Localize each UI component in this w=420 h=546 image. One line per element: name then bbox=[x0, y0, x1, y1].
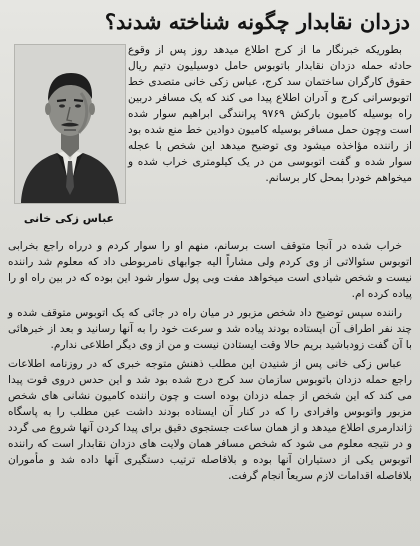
article-lead bbox=[128, 42, 412, 186]
portrait-image bbox=[15, 45, 125, 203]
article-paragraph-3: راننده سپس توضیح داد شخص مزبور در میان راه در جائی که یک اتوبوس متوقف شده و چند نفر اطراف آن ایستاده بودند پیاده شد و سرعت خود را به آنها رسانید و بعد از خبرهائی با آن گفت زودباشید بریم حالا وقت ایستادن نیست و من از وی دیگر اطلاعی ندارم. bbox=[8, 307, 412, 351]
portrait-photo bbox=[14, 44, 126, 204]
photo-block bbox=[10, 44, 128, 234]
article-paragraph-1: بطوریکه خبرنگار ما از کرج اطلاع میدهد روز پس از وقوع حادثه حمله دزدان نقابدار باتوبوس حامل دوسیلیون دتیم ریال حقوق کارگران ساختمان سد کرج، عباس زکی خانی متصدی خط اتوبوسرانی کرج و آدران اطلاع پیدا می کند که یک مسافر دربین راه بوسیله کامیون بارکش ۹۷۶۹ پرانندگی ابراهیم سوار شده است وچون حمل مسافر بوسیله کامیون دوادین خط منع شده بود از راننده مؤاخذه میشود وی توضیح میدهد این شخص با عجله سوار شده و گفت اتوبوسی من در یک کیلومتری خراب شده و میخواهم خودرا بمحل کار برسانم. bbox=[128, 44, 412, 184]
article-paragraph-2: خراب شده در آنجا متوقف است برسانم، منهم او را سوار کردم و درراه راجع بخرابی اتوبوس سئوالاتی از وی کردم ولی مشاراً الیه جوابهای نامربوطی داد که معلوم شد راننده نیست و شخص شیادی است میخواهد مفت وبی پول سوار شود این بوده که در بین راه او را پیاده کرده ام. bbox=[8, 240, 412, 300]
article-top-section bbox=[8, 42, 412, 236]
article-body bbox=[8, 238, 412, 484]
article-paragraph-4: عباس زکی خانی پس از شنیدن این مطلب ذهنش متوجه خبری که در روزنامه اطلاعات راجع حمله دزدان باتوبوس سازمان سد کرج درج شده بود شد و این حدس دروی قوت پیدا می کند که این شخص از جمله دزدان بوده است و چون راننده کامیون نشانی های شخص مزبور واتوبوس وافرادی را که در کنار آن ایستاده بودند داشت عین مطلب را به پاسگاه ژاندارمری اطلاع میدهد و از همان ساعت جستجوی دقیق برای پیدا کردن آنها شروع می گردد و در نتیجه معلوم می شود که شخص مسافر همان ولایت های دزدان نقابدار است که راننده اتوبوس یکی از دستیاران آنها بوده و بلافاصله ترتیب دستگیری آنها داده شد و مأموران بلافاصله اقدامات لازم سریعاً انجام گرفت. bbox=[8, 358, 412, 482]
article-headline: دزدان نقابدار چگونه شناخته شدند؟ bbox=[104, 9, 410, 34]
photo-caption: عباس زکی خانی bbox=[23, 212, 115, 225]
